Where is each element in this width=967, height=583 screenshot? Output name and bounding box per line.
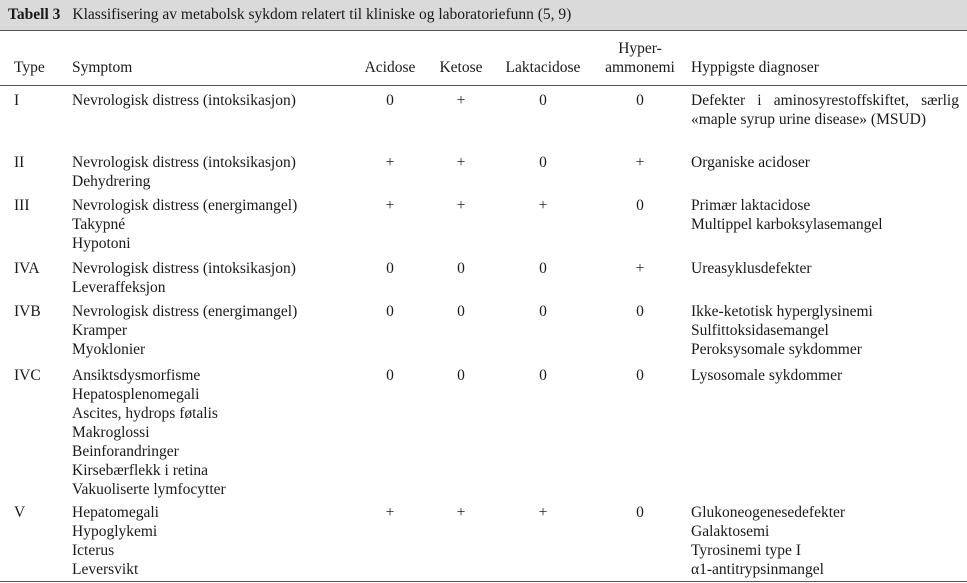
cell-diagnoses [691, 503, 959, 579]
symptom-line: Dehydrering [72, 173, 151, 190]
cell-diagnoses [691, 302, 959, 359]
cell-type: II [14, 154, 25, 171]
cell-diagnoses [691, 153, 959, 172]
symptom-line: Nevrologisk distress (intoksikasjon) [72, 260, 296, 277]
symptom-line: Ascites, hydrops føtalis [72, 405, 218, 422]
header-type: Type [14, 59, 45, 76]
symptom-line: Ansiktsdysmorfisme [72, 367, 201, 384]
cell-symptoms [72, 366, 357, 499]
cell-ketose: 0 [457, 260, 465, 277]
cell-acidose: 0 [386, 303, 394, 320]
diagnosis-line: Ureasyklusdefekter [691, 260, 812, 277]
cell-hyperammonemi: 0 [636, 92, 644, 109]
header-ketose: Ketose [439, 59, 483, 76]
cell-laktacidose: 0 [539, 303, 547, 320]
table-caption-bar [0, 0, 967, 31]
cell-symptoms [72, 503, 357, 579]
symptom-line: Kirsebærflekk i retina [72, 462, 209, 479]
diagnosis-line: Defekter i aminosyrestoffskiftet, særlig «maple syrup urine disease» (MSUD) [691, 92, 959, 128]
cell-ketose: + [456, 154, 466, 171]
symptom-line: Vakuoliserte lymfocytter [72, 481, 226, 498]
table-header [0, 30, 967, 86]
cell-hyperammonemi: 0 [636, 197, 644, 214]
header-hyperammonemi [598, 39, 682, 77]
cell-diagnoses [691, 259, 959, 278]
diagnosis-line: Ikke-ketotisk hyperglysinemi [691, 303, 873, 320]
symptom-line: Kramper [72, 322, 128, 339]
symptom-line: Makroglossi [72, 424, 150, 441]
diagnosis-line: Sulfittoksidasemangel [691, 322, 829, 339]
table-caption [8, 6, 571, 24]
diagnosis-line: Primær laktacidose [691, 197, 811, 214]
symptom-line: Takypné [72, 216, 126, 233]
symptom-line: Nevrologisk distress (energimangel) [72, 303, 298, 320]
cell-symptoms [72, 259, 357, 297]
cell-ketose: + [456, 197, 466, 214]
diagnosis-line: Tyrosinemi type I [691, 542, 801, 559]
cell-acidose: + [385, 154, 395, 171]
cell-diagnoses [691, 91, 959, 129]
diagnosis-line: Peroksysomale sykdommer [691, 341, 862, 358]
cell-hyperammonemi: 0 [636, 303, 644, 320]
cell-ketose: + [456, 504, 466, 521]
cell-laktacidose: 0 [539, 92, 547, 109]
cell-type: IVC [14, 367, 41, 384]
symptom-line: Leveraffeksjon [72, 279, 166, 296]
cell-laktacidose: + [538, 504, 548, 521]
header-hyper-line1: Hyper- [618, 40, 662, 57]
cell-acidose: 0 [386, 367, 394, 384]
table-label: Tabell 3 [8, 6, 61, 23]
symptom-line: Leversvikt [72, 561, 139, 578]
cell-type: IVB [14, 303, 41, 320]
cell-type: III [14, 197, 30, 214]
symptom-line: Nevrologisk distress (intoksikasjon) [72, 154, 296, 171]
table-title: Klassifisering av metabolsk sykdom relatert til kliniske og laboratoriefunn (5, 9) [72, 6, 572, 23]
cell-acidose: 0 [386, 260, 394, 277]
cell-type: IVA [14, 260, 40, 277]
header-hyper-line2: ammonemi [605, 59, 675, 76]
cell-symptoms [72, 153, 357, 191]
cell-symptoms [72, 196, 357, 253]
diagnosis-line: Multippel karboksylasemangel [691, 216, 883, 233]
symptom-line: Beinforandringer [72, 443, 179, 460]
symptom-line: Hypoglykemi [72, 523, 158, 540]
cell-hyperammonemi: + [635, 260, 645, 277]
cell-symptoms [72, 302, 357, 359]
cell-diagnoses [691, 196, 959, 234]
header-acidose: Acidose [364, 59, 416, 76]
cell-laktacidose: 0 [539, 260, 547, 277]
symptom-line: Hepatomegali [72, 504, 159, 521]
cell-acidose: + [385, 197, 395, 214]
cell-laktacidose: 0 [539, 154, 547, 171]
cell-laktacidose: + [538, 197, 548, 214]
cell-type: V [14, 504, 26, 521]
cell-type: I [14, 92, 20, 109]
cell-diagnoses [691, 366, 959, 385]
cell-laktacidose: 0 [539, 367, 547, 384]
table-bottom-rule [0, 581, 967, 582]
cell-ketose: + [456, 92, 466, 109]
header-diagnoser: Hyppigste diagnoser [691, 59, 819, 76]
symptom-line: Icterus [72, 542, 115, 559]
cell-ketose: 0 [457, 367, 465, 384]
header-laktacidose: Laktacidose [505, 59, 581, 76]
diagnosis-line: Organiske acidoser [691, 154, 810, 171]
cell-hyperammonemi: 0 [636, 504, 644, 521]
cell-symptoms [72, 91, 357, 110]
symptom-line: Hypotoni [72, 235, 131, 252]
symptom-line: Nevrologisk distress (intoksikasjon) [72, 92, 296, 109]
header-symptom: Symptom [72, 59, 133, 76]
diagnosis-line: Lysosomale sykdommer [691, 367, 843, 384]
diagnosis-line: Glukoneogenesedefekter [691, 504, 846, 521]
symptom-line: Nevrologisk distress (energimangel) [72, 197, 298, 214]
diagnosis-line: α1-antitrypsinmangel [691, 561, 824, 578]
cell-acidose: 0 [386, 92, 394, 109]
symptom-line: Myoklonier [72, 341, 146, 358]
cell-ketose: 0 [457, 303, 465, 320]
diagnosis-line: Galaktosemi [691, 523, 770, 540]
symptom-line: Hepatosplenomegali [72, 386, 200, 403]
cell-hyperammonemi: 0 [636, 367, 644, 384]
cell-hyperammonemi: + [635, 154, 645, 171]
cell-acidose: + [385, 504, 395, 521]
